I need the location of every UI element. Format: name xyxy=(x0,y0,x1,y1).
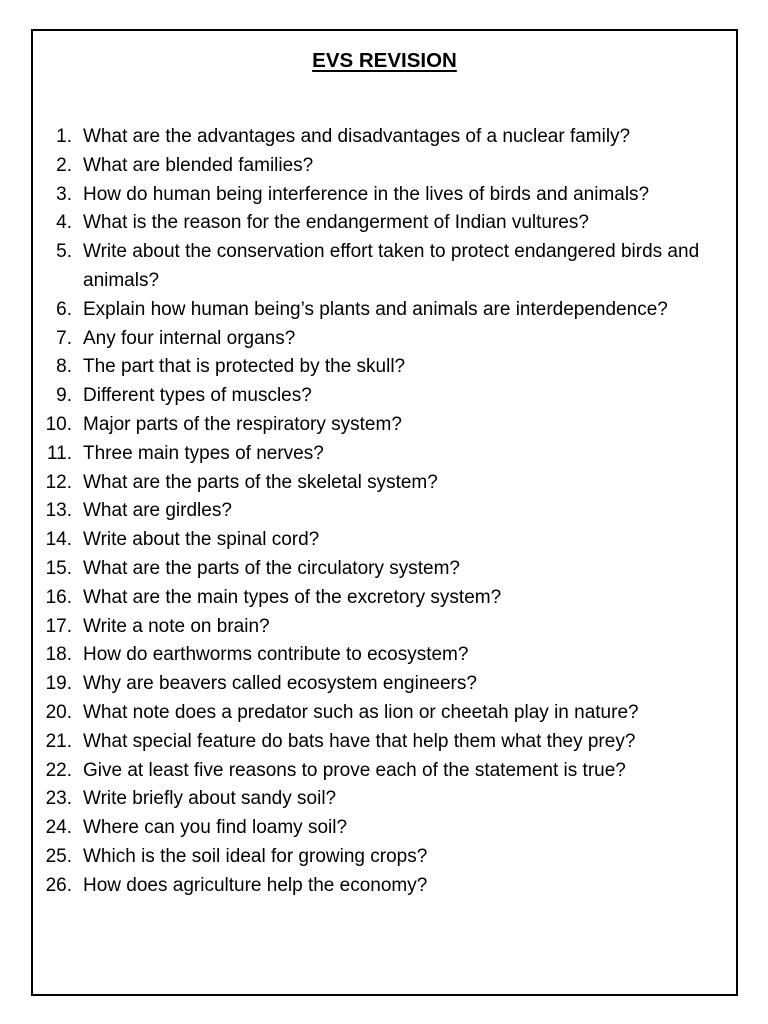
question-number: 10. xyxy=(45,413,72,435)
question-text: Write briefly about sandy soil? xyxy=(83,788,337,810)
question-text: Write about the conservation effort taken to protect endangered birds and animals? xyxy=(83,241,700,291)
question-item xyxy=(33,670,736,699)
question-number: 2. xyxy=(56,154,72,176)
question-item xyxy=(33,325,736,354)
question-number: 26. xyxy=(45,874,72,896)
question-number: 20. xyxy=(45,701,72,723)
question-number: 8. xyxy=(56,356,72,378)
question-item xyxy=(33,238,736,296)
question-number: 1. xyxy=(56,126,72,147)
question-item xyxy=(33,641,736,670)
question-item xyxy=(33,152,736,181)
question-item xyxy=(33,497,736,526)
question-item xyxy=(33,699,736,728)
question-number: 5. xyxy=(56,241,72,263)
question-item xyxy=(33,353,736,382)
question-text: Major parts of the respiratory system? xyxy=(83,413,402,435)
question-text: Three main types of nerves? xyxy=(83,442,324,464)
question-text: How do human being interference in the lives of birds and animals? xyxy=(83,183,650,205)
question-number: 13. xyxy=(45,500,72,522)
question-text: What are girdles? xyxy=(83,500,232,522)
question-item xyxy=(33,814,736,843)
question-number: 4. xyxy=(56,212,72,234)
question-number: 11. xyxy=(46,442,72,464)
question-text: What are the parts of the skeletal system? xyxy=(83,471,438,493)
question-item xyxy=(33,181,736,210)
question-text: What special feature do bats have that help them what they prey? xyxy=(83,730,636,752)
question-text: Which is the soil ideal for growing crops? xyxy=(83,845,428,867)
question-item xyxy=(33,613,736,642)
question-number: 15. xyxy=(45,557,72,579)
question-item xyxy=(33,209,736,238)
question-text: Where can you find loamy soil? xyxy=(83,817,348,839)
question-text: What are the main types of the excretory system? xyxy=(83,586,502,608)
question-number: 19. xyxy=(45,673,72,695)
question-number: 9. xyxy=(56,385,72,407)
question-number: 24. xyxy=(45,817,72,839)
question-number: 22. xyxy=(45,759,72,781)
page-border xyxy=(31,29,738,996)
question-text: Explain how human being’s plants and animals are interdependence? xyxy=(83,298,668,320)
question-item xyxy=(33,872,736,901)
question-item xyxy=(33,728,736,757)
question-text: How does agriculture help the economy? xyxy=(83,874,428,896)
question-number: 25. xyxy=(45,845,72,867)
question-item xyxy=(33,785,736,814)
question-number: 12. xyxy=(45,471,72,493)
question-text: The part that is protected by the skull? xyxy=(83,356,406,378)
question-item xyxy=(33,526,736,555)
question-text: Different types of muscles? xyxy=(83,385,312,407)
question-text: Why are beavers called ecosystem engineers? xyxy=(83,673,477,695)
question-text: Give at least five reasons to prove each of the statement is true? xyxy=(83,759,626,781)
question-text: What are blended families? xyxy=(83,154,314,176)
question-item xyxy=(33,555,736,584)
question-text: Write about the spinal cord? xyxy=(83,529,320,551)
question-text: Any four internal organs? xyxy=(83,327,296,349)
question-item xyxy=(33,843,736,872)
question-item xyxy=(33,440,736,469)
question-text: What is the reason for the endangerment of Indian vultures? xyxy=(83,212,589,234)
question-number: 7. xyxy=(56,327,72,349)
question-item xyxy=(33,382,736,411)
question-number: 21. xyxy=(45,730,72,752)
question-text: What note does a predator such as lion or cheetah play in nature? xyxy=(83,701,639,723)
question-text: Write a note on brain? xyxy=(83,615,270,637)
page-title: EVS REVISION xyxy=(312,49,457,72)
question-number: 14. xyxy=(45,529,72,551)
question-list xyxy=(33,123,736,901)
question-number: 6. xyxy=(56,298,72,320)
question-number: 16. xyxy=(45,586,72,608)
question-item xyxy=(33,757,736,786)
question-number: 18. xyxy=(45,644,72,666)
question-number: 23. xyxy=(45,788,72,810)
question-text: How do earthworms contribute to ecosystem? xyxy=(83,644,469,666)
question-number: 3. xyxy=(56,183,72,205)
question-item xyxy=(33,469,736,498)
question-number: 17. xyxy=(45,615,72,637)
question-item xyxy=(33,584,736,613)
question-item xyxy=(33,123,736,152)
question-item xyxy=(33,296,736,325)
question-text: What are the advantages and disadvantages of a nuclear family? xyxy=(83,126,631,147)
question-item xyxy=(33,411,736,440)
question-text: What are the parts of the circulatory system? xyxy=(83,557,460,579)
